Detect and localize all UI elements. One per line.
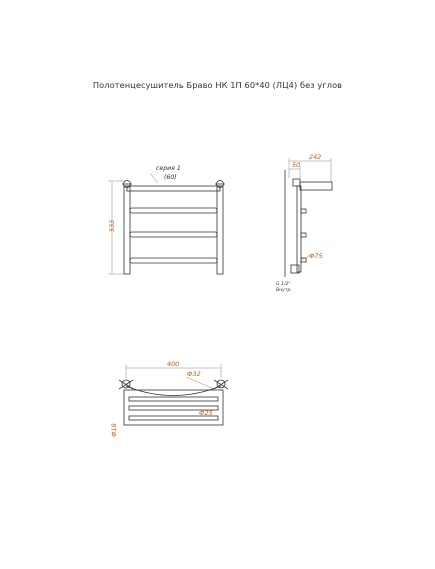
width-dim-label: 400 — [167, 360, 180, 368]
top-bar-1 — [129, 397, 218, 401]
left-vertical-pipe — [124, 186, 130, 274]
side-vertical-pipe — [297, 186, 301, 272]
side-view — [276, 153, 332, 293]
diameter-dim-label: Ф75 — [309, 252, 323, 260]
pipe-diam-label: Ф32 — [187, 370, 201, 378]
top-view — [110, 360, 228, 437]
depth-dim-label: 242 — [309, 153, 322, 161]
drawing-title: Полотенцесушитель Браво НК 1П 60*40 (ЛЦ4) без углов — [92, 80, 343, 90]
series-label: серия 1 — [156, 165, 181, 172]
thread-note: Внутр. — [276, 288, 292, 293]
top-curved-bar — [126, 386, 221, 396]
bar-diam-label: Ф25 — [199, 409, 213, 417]
front-bar-2 — [130, 208, 217, 213]
height-dim-label: 533 — [108, 219, 116, 232]
front-view — [108, 165, 225, 274]
side-shelf — [300, 182, 332, 190]
series-value: (60) — [164, 174, 177, 181]
rail-diam-label: Ф18 — [110, 423, 118, 437]
offset-dim-label: 50 — [292, 161, 301, 169]
front-bar-4 — [130, 258, 217, 263]
right-vertical-pipe — [217, 186, 223, 274]
side-top-mount — [293, 179, 300, 186]
series-leader — [150, 173, 158, 183]
thread-label: G 1/2" — [276, 282, 291, 287]
front-bar-1 — [127, 186, 220, 191]
front-bar-3 — [130, 232, 217, 237]
